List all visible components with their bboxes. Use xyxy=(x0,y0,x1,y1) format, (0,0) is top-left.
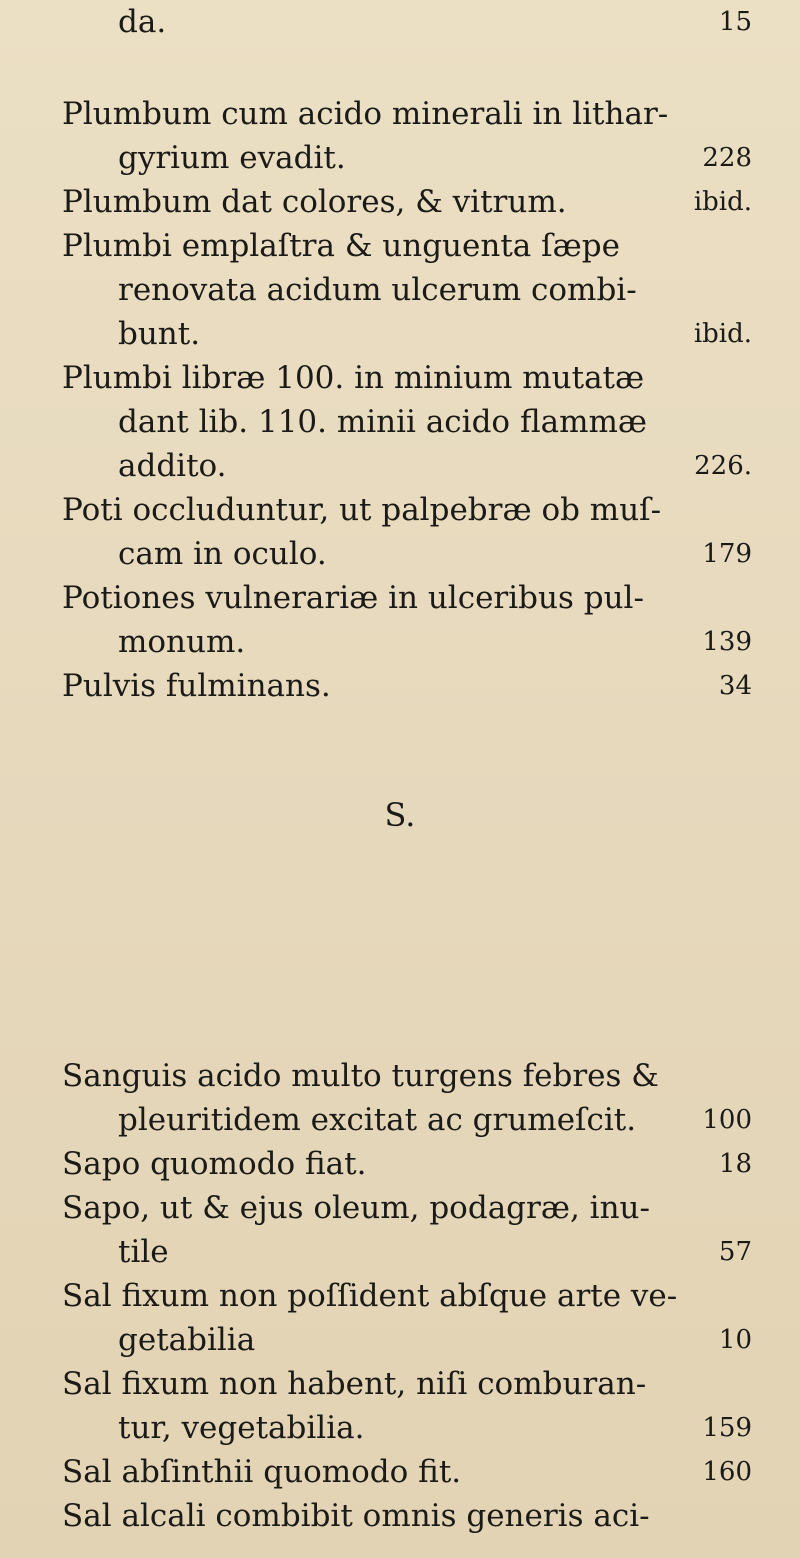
index-entry-line xyxy=(0,268,800,312)
entry-text: addito. xyxy=(118,448,227,484)
entry-text: cam in oculo. xyxy=(118,536,327,572)
index-entry-line xyxy=(0,532,800,576)
index-entry-line xyxy=(0,1450,800,1494)
entry-text: da. xyxy=(118,4,167,40)
index-entry-line xyxy=(0,400,800,444)
section-letter-s: S. xyxy=(384,796,416,834)
entry-text: tile xyxy=(118,1234,169,1270)
index-entry-line xyxy=(0,1318,800,1362)
index-entry-line xyxy=(0,312,800,356)
entry-text: Sal fixum non poſſident abſque arte ve- xyxy=(62,1278,678,1314)
index-entry-line xyxy=(0,1406,800,1450)
index-entry-line xyxy=(0,0,800,44)
index-entry-line xyxy=(0,1098,800,1142)
page-reference: 34 xyxy=(718,671,752,701)
page-reference: 10 xyxy=(718,1325,752,1355)
page-reference: 100 xyxy=(702,1105,752,1135)
entry-text: tur, vegetabilia. xyxy=(118,1410,365,1446)
index-entry-line xyxy=(0,224,800,268)
index-entry-line xyxy=(0,1054,800,1098)
entry-text: Plumbum dat colores, & vitrum. xyxy=(62,184,567,220)
index-entry-line xyxy=(0,620,800,664)
page-reference: 139 xyxy=(702,627,752,657)
index-entry-line xyxy=(0,444,800,488)
page-reference: 226. xyxy=(694,451,752,481)
entry-text: Pulvis fulminans. xyxy=(62,668,331,704)
entry-text: getabilia xyxy=(118,1322,256,1358)
entry-text: Sal alcali combibit omnis generis aci- xyxy=(62,1498,650,1534)
index-entry-line xyxy=(0,1362,800,1406)
entry-text: Sapo quomodo fiat. xyxy=(62,1146,367,1182)
entry-text: Plumbum cum acido minerali in lithar- xyxy=(62,96,669,132)
index-entry-line xyxy=(0,92,800,136)
entry-text: Sapo, ut & ejus oleum, podagræ, inu- xyxy=(62,1190,651,1226)
page-reference: 179 xyxy=(702,539,752,569)
index-entry-line xyxy=(0,576,800,620)
entry-text: Sal fixum non habent, niſi comburan- xyxy=(62,1366,647,1402)
entry-text: Sal abſinthii quomodo fit. xyxy=(62,1454,462,1490)
page-reference: 18 xyxy=(718,1149,752,1179)
index-entry-line xyxy=(0,664,800,708)
entry-text: gyrium evadit. xyxy=(118,140,346,176)
entry-text: bunt. xyxy=(118,316,201,352)
index-entry-line xyxy=(0,136,800,180)
index-entry-line xyxy=(0,1186,800,1230)
index-entry-line xyxy=(0,1494,800,1538)
entry-text: Plumbi libræ 100. in minium mutatæ xyxy=(62,360,645,396)
entry-text: dant lib. 110. minii acido flammæ xyxy=(118,404,648,440)
index-entry-line xyxy=(0,1230,800,1274)
page-reference: 228 xyxy=(702,143,752,173)
entry-text: pleuritidem excitat ac grumeſcit. xyxy=(118,1102,637,1138)
entry-text: Poti occluduntur, ut palpebræ ob muſ- xyxy=(62,492,662,528)
index-entry-line xyxy=(0,488,800,532)
index-entry-line xyxy=(0,1274,800,1318)
index-entry-line xyxy=(0,356,800,400)
index-entry-line xyxy=(0,180,800,224)
entry-text: monum. xyxy=(118,624,246,660)
entry-text: renovata acidum ulcerum combi- xyxy=(118,272,637,308)
page-reference: 159 xyxy=(702,1413,752,1443)
entry-text: Potiones vulnerariæ in ulceribus pul- xyxy=(62,580,644,616)
entry-text: Sanguis acido multo turgens febres & xyxy=(62,1058,659,1094)
index-entry-line xyxy=(0,1142,800,1186)
entry-text: Plumbi emplaſtra & unguenta ſæpe xyxy=(62,228,620,264)
page-reference: ibid. xyxy=(693,319,752,349)
page-reference: 15 xyxy=(718,7,752,37)
page-reference: 160 xyxy=(702,1457,752,1487)
page-reference: 57 xyxy=(718,1237,752,1267)
page-reference: ibid. xyxy=(693,187,752,217)
